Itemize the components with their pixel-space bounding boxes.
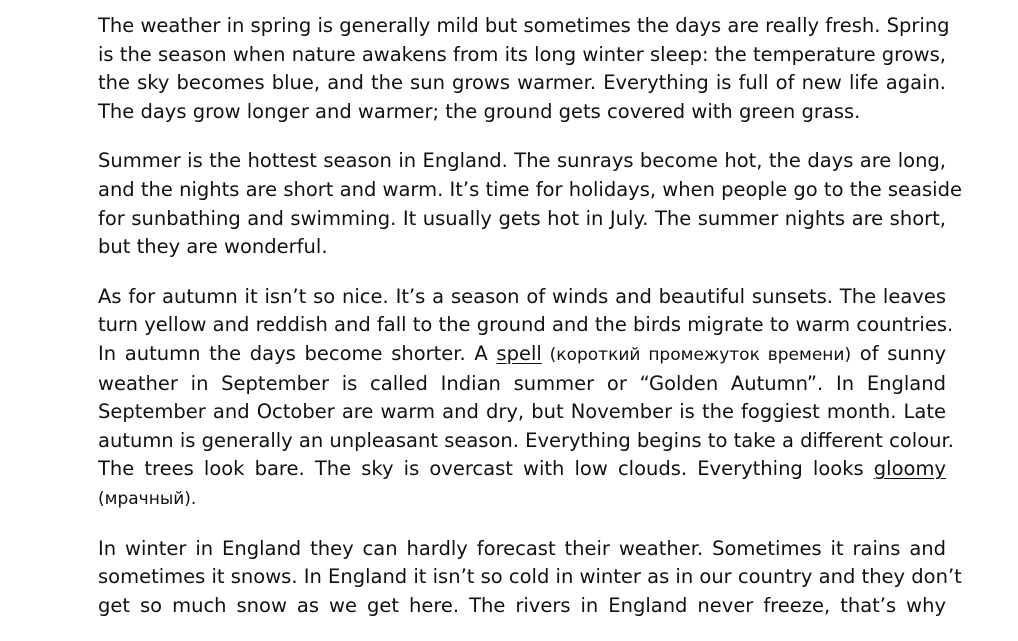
vocabulary-word: spell bbox=[496, 341, 542, 365]
text-line: weather in September is called Indian summer or “Golden Autumn”. In England bbox=[98, 371, 946, 395]
text-line: and the nights are short and warm. It’s time for holidays, when people go to the seaside bbox=[98, 177, 962, 201]
text-line bbox=[98, 484, 946, 514]
text-run: of sunny bbox=[851, 341, 947, 365]
text-line: autumn is generally an unpleasant season. Everything begins to take a different colour. bbox=[98, 428, 954, 452]
text-line bbox=[98, 340, 946, 370]
text-line: September and October are warm and dry, but November is the foggiest month. Late bbox=[98, 400, 946, 424]
text-line: sometimes it snows. In England it isn’t so cold in winter as in our country and they don’t bbox=[98, 565, 962, 589]
document-page bbox=[98, 12, 962, 641]
text-run: In autumn the days become shorter. A bbox=[98, 341, 497, 365]
paragraph-spring bbox=[98, 12, 950, 126]
translation-gloss: (мрачный). bbox=[98, 488, 197, 509]
text-run: The trees look bare. The sky is overcast with low clouds. Everything looks bbox=[98, 457, 874, 481]
text-line: for sunbathing and swimming. It usually gets hot in July. The summer nights are short, bbox=[98, 206, 946, 230]
paragraph-autumn bbox=[98, 283, 954, 514]
translation-gloss: (короткий промежуток времени) bbox=[541, 344, 852, 365]
paragraph-winter bbox=[98, 535, 962, 621]
text-line: In winter in England they can hardly forecast their weather. Sometimes it rains and bbox=[98, 536, 946, 560]
paragraph-summer bbox=[98, 147, 962, 261]
text-line: is the season when nature awakens from its long winter sleep: the temperature grows, bbox=[98, 42, 946, 66]
text-line: As for autumn it isn’t so nice. It’s a season of winds and beautiful sunsets. The leaves bbox=[98, 284, 946, 308]
text-line: turn yellow and reddish and fall to the ground and the birds migrate to warm countries. bbox=[98, 313, 954, 337]
text-line: the sky becomes blue, and the sun grows warmer. Everything is full of new life again. bbox=[98, 71, 946, 95]
text-line: but they are wonderful. bbox=[98, 235, 328, 259]
text-line: Summer is the hottest season in England. The sunrays become hot, the days are long, bbox=[98, 149, 946, 173]
text-line: The days grow longer and warmer; the ground gets covered with green grass. bbox=[98, 99, 861, 123]
text-line bbox=[98, 455, 946, 484]
text-line: The weather in spring is generally mild but sometimes the days are really fresh. Spring bbox=[98, 14, 950, 37]
text-line: get so much snow as we get here. The rivers in England never freeze, that’s why bbox=[98, 593, 946, 617]
vocabulary-word: gloomy bbox=[873, 457, 946, 481]
